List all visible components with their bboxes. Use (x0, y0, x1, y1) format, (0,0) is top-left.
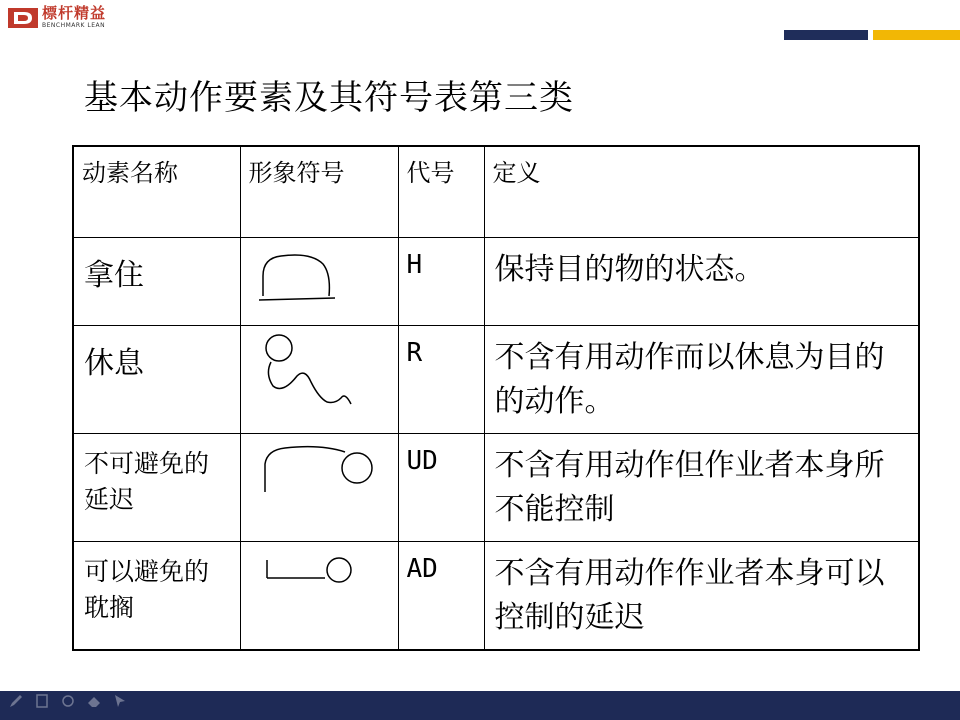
table-row (73, 238, 919, 326)
header-cell-definition: 定义 (484, 146, 919, 238)
cell-code: UD (398, 434, 484, 542)
cell-symbol (240, 238, 398, 326)
cell-name: 不可避免的延迟 (73, 434, 240, 542)
page-icon[interactable] (34, 693, 50, 709)
cell-name: 拿住 (73, 238, 240, 326)
brand-logo (8, 6, 106, 29)
cell-name: 可以避免的耽搁 (73, 542, 240, 651)
table-row (73, 326, 919, 434)
cell-definition: 不含有用动作但作业者本身所不能控制 (484, 434, 919, 542)
cell-symbol (240, 434, 398, 542)
header-cell-code: 代号 (398, 146, 484, 238)
header-cell-name: 动素名称 (73, 146, 240, 238)
cell-definition: 不含有用动作而以休息为目的的动作。 (484, 326, 919, 434)
cell-code: R (398, 326, 484, 434)
cell-definition: 保持目的物的状态。 (484, 238, 919, 326)
slide-title: 基本动作要素及其符号表第三类 (84, 78, 574, 118)
therblig-table (72, 145, 920, 651)
logo-mark-icon (8, 8, 38, 28)
cell-code: H (398, 238, 484, 326)
logo-english-text: BENCHMARK LEAN (42, 22, 106, 29)
presentation-toolbar[interactable] (8, 693, 128, 709)
header-accent-navy (784, 30, 868, 40)
highlighter-icon[interactable] (60, 693, 76, 709)
pen-icon[interactable] (8, 693, 24, 709)
header-cell-symbol: 形象符号 (240, 146, 398, 238)
eraser-icon[interactable] (86, 693, 102, 709)
cell-symbol (240, 326, 398, 434)
cell-definition: 不含有用动作作业者本身可以控制的延迟 (484, 542, 919, 651)
cell-symbol (240, 542, 398, 651)
avoidable-delay-symbol-icon (241, 542, 391, 642)
pointer-icon[interactable] (112, 693, 128, 709)
hold-symbol-icon (241, 238, 391, 324)
table-row (73, 542, 919, 651)
cell-name: 休息 (73, 326, 240, 434)
footer-bar (0, 691, 960, 720)
header-accent-gold (873, 30, 960, 40)
cell-code: AD (398, 542, 484, 651)
logo-chinese-text: 標杆精益 (42, 4, 107, 22)
table-row (73, 434, 919, 542)
unavoidable-delay-symbol-icon (241, 434, 391, 540)
table-header-row (73, 146, 919, 238)
rest-symbol-icon (241, 326, 391, 430)
